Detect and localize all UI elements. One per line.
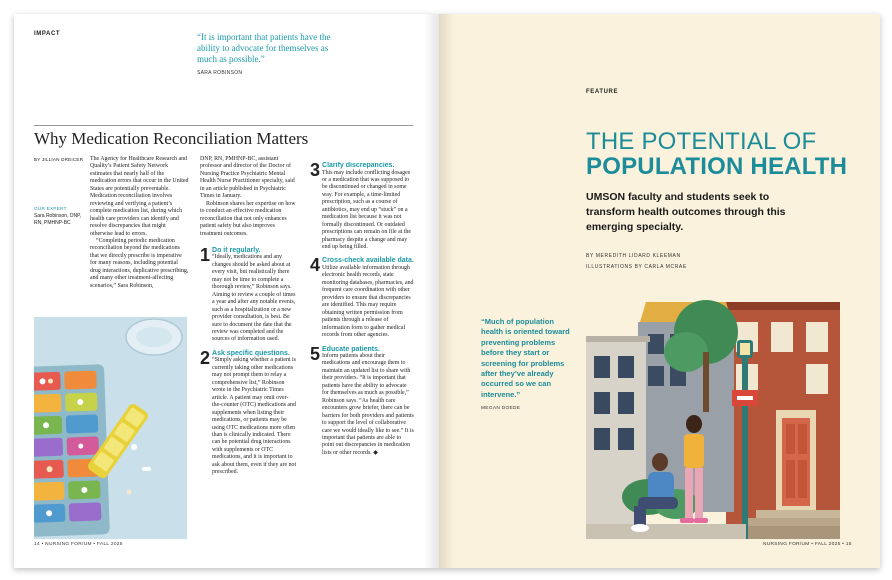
pull-quote: [197, 32, 347, 79]
spine-gutter: [424, 14, 454, 568]
page-folio: NURSING FOR/UM • FALL 2025 • 15: [763, 542, 852, 547]
headline-line-2: POPULATION HEALTH: [586, 153, 848, 180]
step-heading: Cross-check available data.: [322, 257, 414, 265]
title-rule: [34, 125, 413, 126]
step-number: 1: [200, 244, 211, 265]
body-column-1: [90, 156, 190, 316]
step-number: 3: [310, 162, 321, 180]
step-4: [310, 257, 414, 339]
expert-name: Sara Robinson, DNP, RN, PMHNP-BC: [34, 213, 82, 226]
body-column-2: [200, 156, 297, 531]
dek: UMSON faculty and students seek to transform health outcomes through this emerging specialty.: [586, 191, 786, 233]
step-3: [310, 162, 414, 251]
headline-line-1: THE POTENTIAL OF: [586, 128, 817, 155]
pill-organizer-image: [34, 317, 187, 539]
step-body: “Simply asking whether a patient is currently taking other medications may not prompt them to relay a comprehensive list,” Robinson wrote in the Psychiatric Times article. A patient may omit over-the-counter (OTC) medications and supplements when listing their medications, or patients may be using OTC medications more often than is clinically indicated. There can be potential drug interactions with supplements or OTC medications, and it is important to ask about them, even if they are not prescribed.: [212, 357, 297, 476]
step-heading: Do it regularly.: [212, 246, 261, 254]
step-5: [310, 343, 414, 458]
step-2: [200, 347, 297, 477]
step-heading: Educate patients.: [322, 345, 380, 353]
pull-quote-text: “Much of population health is oriented toward preventing problems before they start or screening for problems after they’ve already occurred so we can intervene.”: [481, 317, 570, 399]
step-body: This may include conflicting dosages or a medication that was supposed to be discontinued or changed in some way. For example, a time-limited prescription, such as a course of antibiotics, may end up “stuck” on a medication list because it was not formally discontinued. Or outdated prescriptions can remain on file at the pharmacy despite a change and may end up being filled.: [322, 169, 411, 251]
paragraph: DNP, RN, PMHNP-BC, assistant professor and director of the Doctor of Nursing Practice Psychiatric Mental Health Nurse Practitioner specialty, said in an article published in Psychiatric Times in January.: [200, 156, 295, 200]
step-1: [200, 244, 297, 344]
right-page: [439, 14, 880, 568]
byline: BY MEREDITH LIDARD KLEEMAN: [586, 253, 681, 259]
step-body: Inform patients about their medications and encourage them to maintain an updated list to share with their providers. “It is important that patients have the ability to advocate for themselves as much as possible,” Robinson says. “As health care encounters grow briefer, there can be barriers for both providers and patients to support the level of collaborative care we would ideally like to see.” It is important that patients are able to point out discrepancies in medication lists or other records. ◆: [322, 353, 414, 456]
paragraph: The Agency for Healthcare Research and Quality’s Patient Safety Network estimates that nearly half of the medication errors that occur in the United States are potentially preventable. Medication reconciliation involves reviewing and verifying a patient’s complete medication list, during which health care providers can identify and resolve discrepancies that might otherwise lead to errors.: [90, 156, 189, 237]
neighborhood-illustration: [586, 292, 840, 539]
step-body: Utilize available information through electronic health records, state monitoring databases, pharmacies, and frequent care coordination with other providers to ensure that discrepancies are identified. This may require obtaining written permission from patients through a release of information form to gather medical records from other agencies.: [322, 264, 414, 339]
expert-label: OUR EXPERT: [34, 206, 67, 211]
left-page: [14, 14, 439, 568]
step-number: 2: [200, 347, 211, 368]
article-title: Why Medication Reconciliation Matters: [34, 129, 309, 148]
step-heading: Ask specific questions.: [212, 349, 290, 357]
illustration-credit: ILLUSTRATIONS BY CARLA MCRAE: [586, 264, 687, 270]
pull-quote-attribution: SARA ROBINSON: [197, 70, 243, 76]
pull-quote: [481, 317, 576, 415]
pull-quote-text: “It is important that patients have the ability to advocate for themselves as much as possible.”: [197, 32, 331, 64]
magazine-spread: [14, 14, 880, 568]
paragraph: Robinson shares her expertise on how to conduct an effective medication reconciliation that not only enhances patient safety but also improves treatment outcomes.: [200, 200, 296, 237]
step-number: 4: [310, 255, 321, 276]
section-label: FEATURE: [586, 89, 619, 95]
paragraph: “Completing periodic medication reconciliation beyond the medications that we directly prescribe is imperative for many reasons, including potential drug interactions, duplicative prescribing, and many other treatment-affecting scenarios,” Sara Robinson,: [90, 237, 189, 289]
step-body: “Ideally, medications and any changes should be asked about at every visit, but realistically there may not be time to complete a thorough review,” Robinson says. Aiming to review a couple of times a year and after any notable events, such as a hospitalization or a new provider consultation, is best. Be sure to document the date that the review was completed and the sources of information used.: [212, 254, 296, 343]
section-label: IMPACT: [34, 31, 61, 37]
step-number: 5: [310, 343, 321, 364]
page-folio: 14 • NURSING FOR/UM • FALL 2025: [34, 542, 123, 547]
pill-organizer-photo: [34, 317, 187, 539]
byline: BY JILLIAN DREICER: [34, 157, 84, 162]
step-heading: Clarify discrepancies.: [322, 162, 395, 169]
pull-quote-attribution: MEGAN DOEDE: [481, 406, 521, 412]
body-column-3: [310, 162, 414, 537]
credits: [586, 251, 687, 273]
